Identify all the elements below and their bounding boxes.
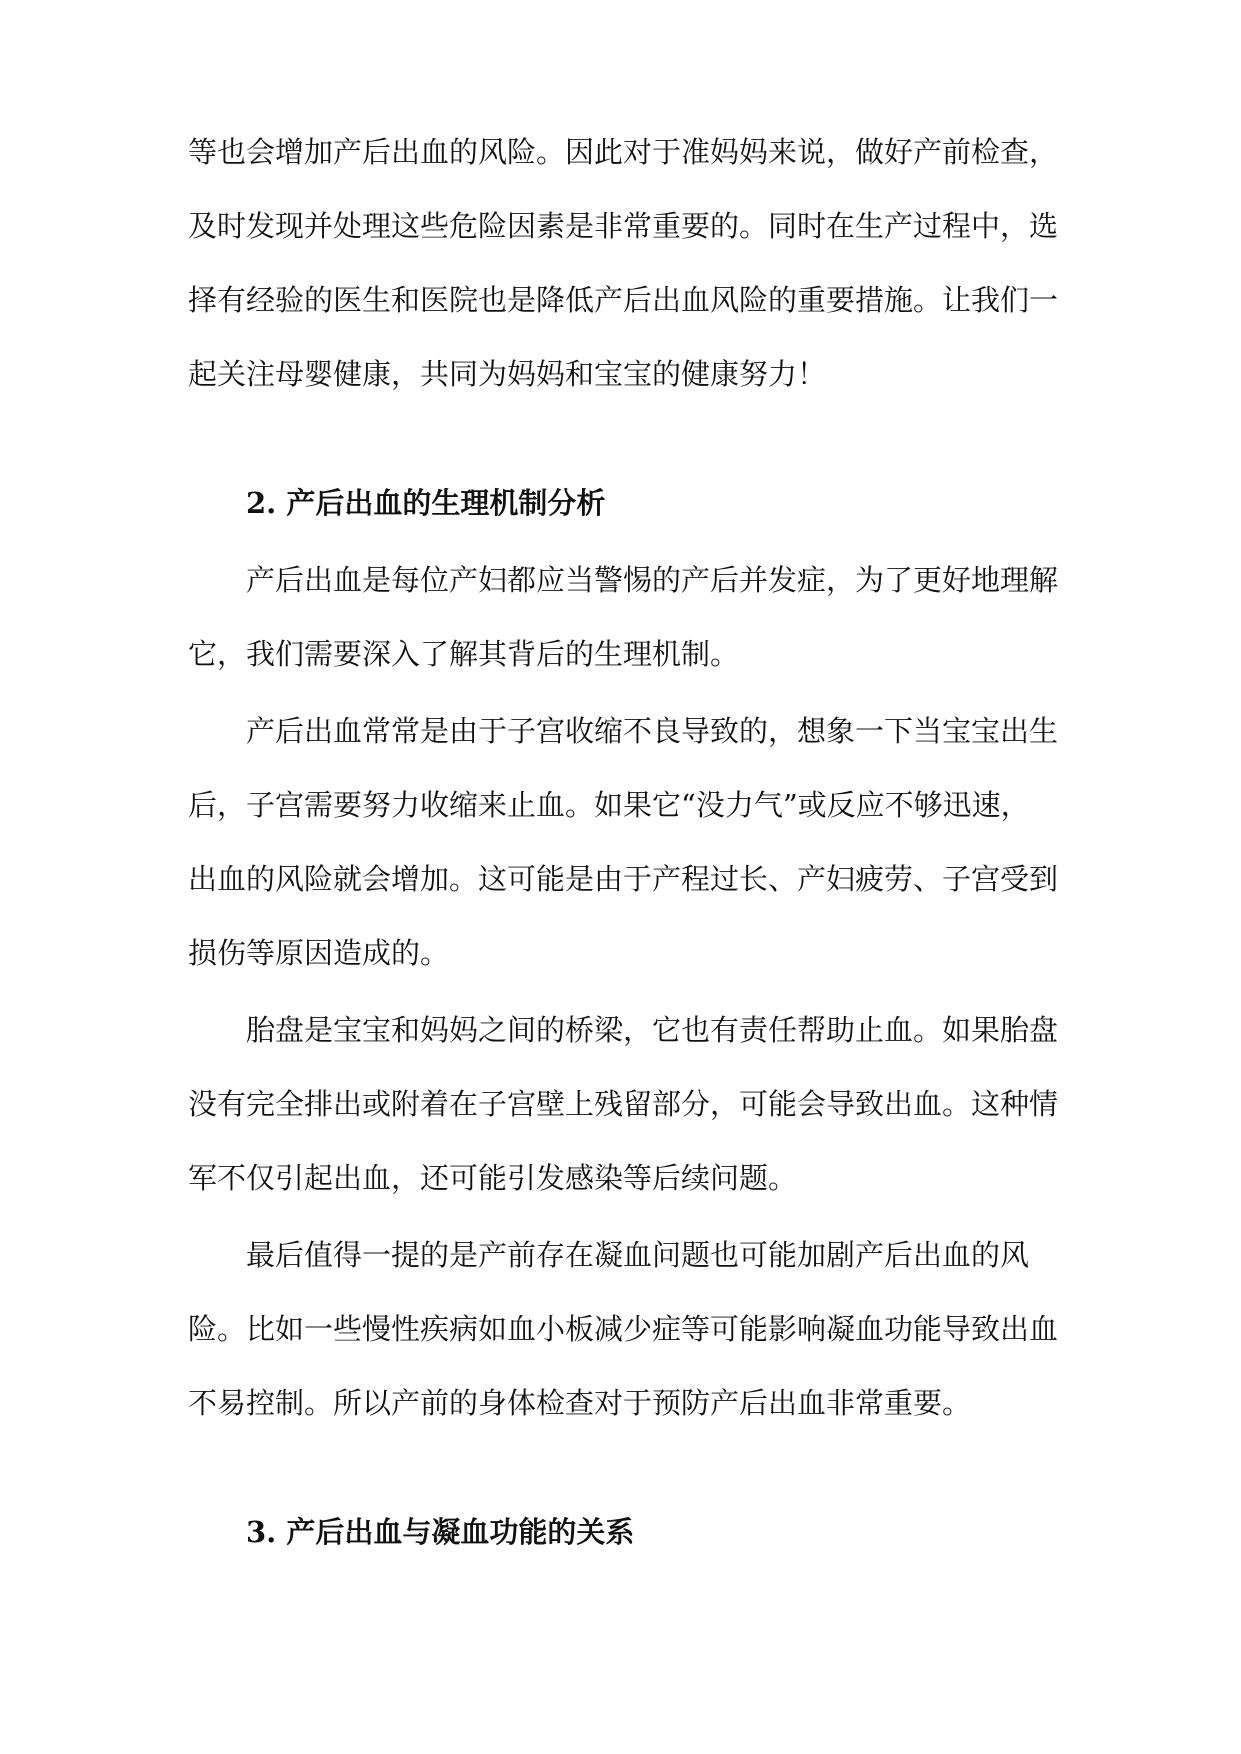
text-line: 不易控制。所以产前的身体检查对于预防产后出血非常重要。 <box>188 1386 972 1420</box>
section-3-heading: 3. 产后出血与凝血功能的关系 <box>246 1515 635 1549</box>
text-line: 后，子宫需要努力收缩来止血。如果它“没力气”或反应不够迅速， <box>188 788 1030 822</box>
text-line: 产后出血常常是由于子宫收缩不良导致的，想象一下当宝宝出生 <box>246 714 1059 748</box>
text-line: 损伤等原因造成的。 <box>188 936 450 970</box>
text-line: 胎盘是宝宝和妈妈之间的桥梁，它也有责任帮助止血。如果胎盘 <box>246 1013 1059 1047</box>
text-line: 最后值得一提的是产前存在凝血问题也可能加剧产后出血的风 <box>246 1238 1030 1272</box>
text-line: 择有经验的医生和医院也是降低产后出血风险的重要措施。让我们一 <box>188 283 1059 317</box>
text-line: 它，我们需要深入了解其背后的生理机制。 <box>188 637 740 671</box>
text-line: 军不仅引起出血，还可能引发感染等后续问题。 <box>188 1161 798 1195</box>
text-line: 产后出血是每位产妇都应当警惕的产后并发症，为了更好地理解 <box>246 563 1059 597</box>
text-line: 没有完全排出或附着在子宫壁上残留部分，可能会导致出血。这种情 <box>188 1087 1059 1121</box>
text-line: 起关注母婴健康，共同为妈妈和宝宝的健康努力！ <box>188 357 827 391</box>
text-line: 出血的风险就会增加。这可能是由于产程过长、产妇疲劳、子宫受到 <box>188 862 1059 896</box>
text-line: 等也会增加产后出血的风险。因此对于准妈妈来说，做好产前检查， <box>188 135 1059 169</box>
text-line: 险。比如一些慢性疾病如血小板减少症等可能影响凝血功能导致出血 <box>188 1312 1059 1346</box>
text-line: 及时发现并处理这些危险因素是非常重要的。同时在生产过程中，选 <box>188 209 1059 243</box>
section-2-heading: 2. 产后出血的生理机制分析 <box>246 486 606 520</box>
